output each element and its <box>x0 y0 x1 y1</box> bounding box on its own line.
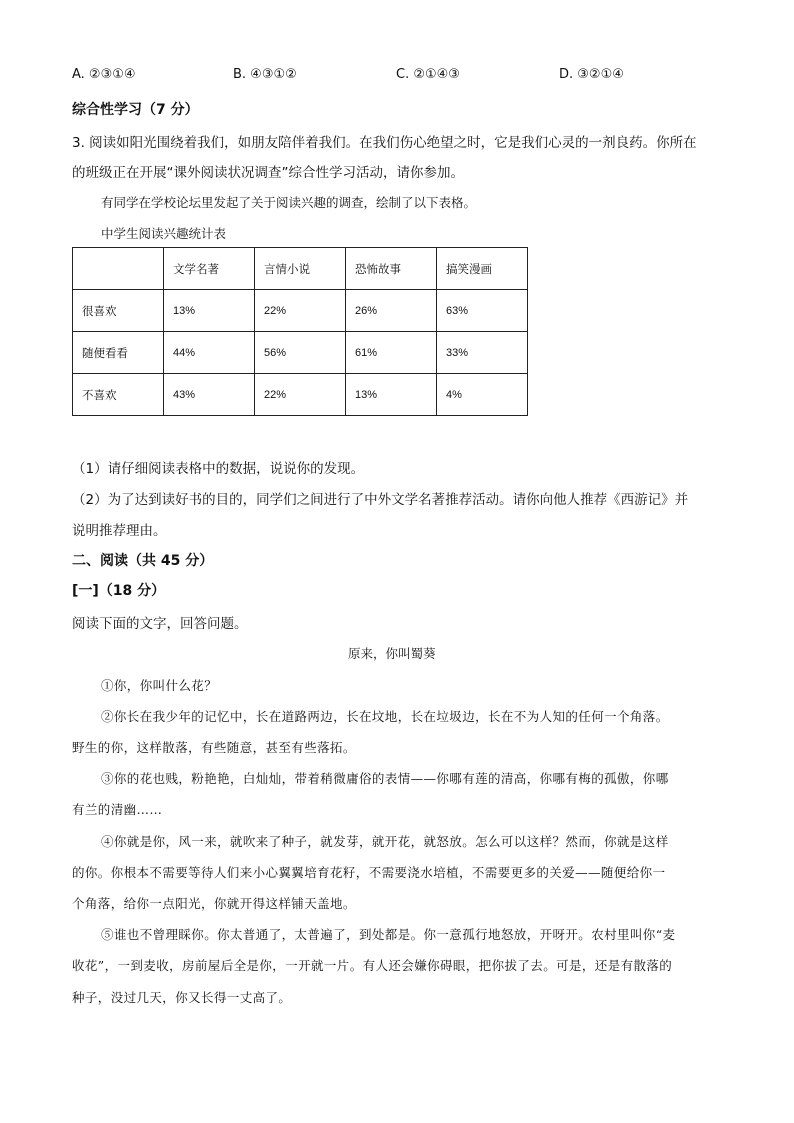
table-header-cell <box>73 248 164 290</box>
sub-question-2-line-2: 说明推荐理由。 <box>72 523 167 539</box>
reading-instruction: 阅读下面的文字，回答问题。 <box>72 616 248 632</box>
paragraph-4-line-1: ④你就是你，风一来，就吹来了种子，就发芽，就开花，就怒放。怎么可以这样？然而，你就是这样 <box>101 834 669 849</box>
paragraph-3-line-1: ③你的花也贱，粉艳艳，白灿灿，带着稍微庸俗的表情——你哪有莲的清高，你哪有梅的孤傲，你哪 <box>101 771 669 786</box>
table-row <box>73 332 528 374</box>
section-reading-heading: 二、阅读（共 45 分） <box>72 553 214 569</box>
sub-question-1: （1）请仔细阅读表格中的数据，说说你的发现。 <box>72 461 365 477</box>
article-title: 原来，你叫蜀葵 <box>348 646 436 661</box>
paragraph-4-line-3: 个角落，给你一点阳光，你就开得这样铺天盖地。 <box>72 896 356 911</box>
option-c: C. ②①④③ <box>396 67 460 82</box>
table-cell: 63% <box>437 290 528 332</box>
reading-interest-table <box>72 247 528 416</box>
paragraph-2-line-1: ②你长在我少年的记忆中，长在道路两边，长在坟地，长在垃圾边，长在不为人知的任何一个角落。 <box>101 709 669 724</box>
table-cell: 43% <box>164 374 255 416</box>
q3-line-1: 3. 阅读如阳光围绕着我们，如朋友陪伴着我们。在我们伤心绝望之时，它是我们心灵的一剂良药。你所在 <box>72 135 697 151</box>
part-1-heading: [一]（18 分） <box>72 583 166 599</box>
table-header-cell: 文学名著 <box>164 248 255 290</box>
paragraph-4-line-2: 的你。你根本不需要等待人们来小心翼翼培育花籽，不需要浇水培植，不需要更多的关爱——随便给你一 <box>72 865 666 880</box>
table-row <box>73 290 528 332</box>
paragraph-5-line-1: ⑤谁也不曾理睬你。你太普通了，太普遍了，到处都是。你一意孤行地怒放，开呀开。农村里叫你“麦 <box>101 927 676 942</box>
row-label: 很喜欢 <box>73 290 164 332</box>
option-b: B. ④③①② <box>233 67 297 82</box>
table-cell: 13% <box>164 290 255 332</box>
section-integrated-heading: 综合性学习（7 分） <box>72 102 199 118</box>
table-cell: 22% <box>255 374 346 416</box>
table-cell: 22% <box>255 290 346 332</box>
table-cell: 56% <box>255 332 346 374</box>
row-label: 随便看看 <box>73 332 164 374</box>
table-cell: 33% <box>437 332 528 374</box>
paragraph-3-line-2: 有兰的清幽…… <box>72 802 163 817</box>
table-header-cell: 恐怖故事 <box>346 248 437 290</box>
option-d: D. ③②①④ <box>559 67 624 82</box>
table-header-cell: 搞笑漫画 <box>437 248 528 290</box>
paragraph-2-line-2: 野生的你，这样散落，有些随意，甚至有些落拓。 <box>72 740 356 755</box>
table-cell: 13% <box>346 374 437 416</box>
table-row <box>73 374 528 416</box>
table-cell: 44% <box>164 332 255 374</box>
q3-line-2: 的班级正在开展“课外阅读状况调查”综合性学习活动，请你参加。 <box>72 165 464 181</box>
paragraph-5-line-2: 收花”，一到麦收，房前屋后全是你，一开就一片。有人还会嫌你碍眼，把你拔了去。可是，还是有散落的 <box>72 958 673 973</box>
table-title: 中学生阅读兴趣统计表 <box>101 226 227 241</box>
table-cell: 61% <box>346 332 437 374</box>
row-label: 不喜欢 <box>73 374 164 416</box>
paragraph-1: ①你，你叫什么花？ <box>101 678 218 693</box>
table-header-row <box>73 248 528 290</box>
survey-intro: 有同学在学校论坛里发起了关于阅读兴趣的调查，绘制了以下表格。 <box>101 195 477 210</box>
table-cell: 4% <box>437 374 528 416</box>
sub-question-2-line-1: （2）为了达到读好书的目的，同学们之间进行了中外文学名著推荐活动。请你向他人推荐《西游记》并 <box>72 492 689 508</box>
option-a: A. ②③①④ <box>72 67 136 82</box>
table-header-cell: 言情小说 <box>255 248 346 290</box>
table-cell: 26% <box>346 290 437 332</box>
paragraph-5-line-3: 种子，没过几天，你又长得一丈高了。 <box>72 990 292 1005</box>
